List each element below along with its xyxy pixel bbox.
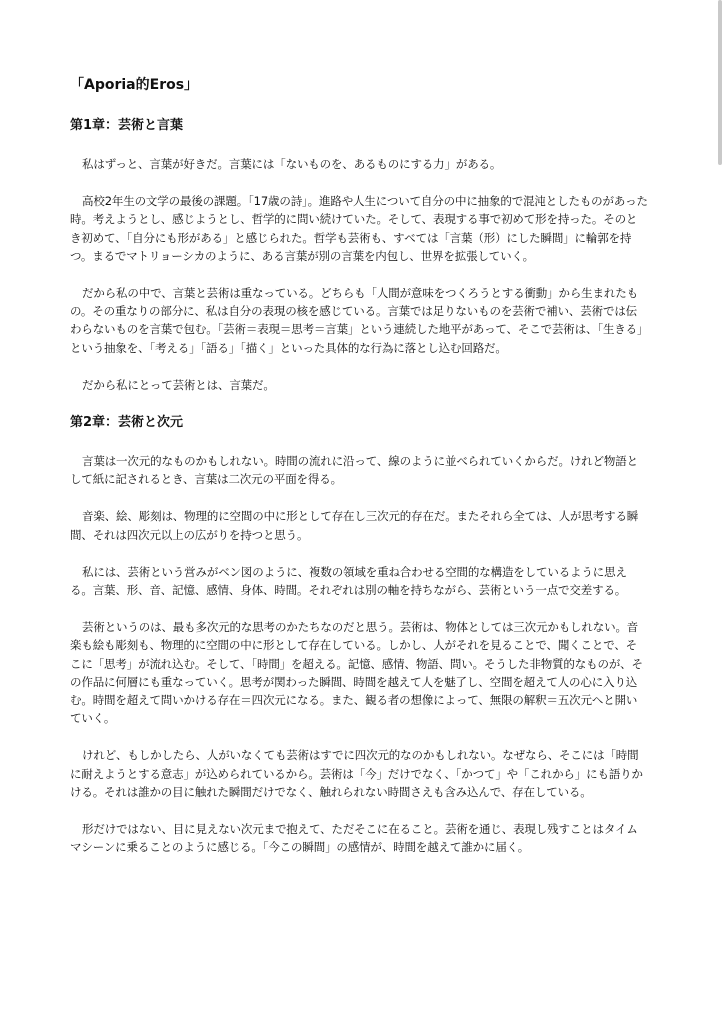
chapter-1-paragraph: 高校2年生の文学の最後の課題。「17歳の詩」。進路や人生について自分の中に抽象的で混沌としたものがあった時。考えようとし、感じようとし、哲学的に問い続けていた。そして、表現する事で初めて形を持った。そのとき初めて、「自分にも形がある」と感じられた。哲学も芸術も、すべては「言葉（形）にした瞬間」に輪郭を持つ。まるでマトリョーシカのように、ある言葉が別の言葉を内包し、世界を拡張していく。 (70, 194, 648, 263)
chapter-2-paragraph: 形だけではない、目に見えない次元まで抱えて、ただそこに在ること。芸術を通じ、表現し残すことはタイムマシーンに乗ることのように感じる。「今この瞬間」の感情が、時間を越えて誰かに届く。 (70, 822, 638, 855)
document-body (70, 74, 648, 875)
vertical-scrollbar[interactable] (712, 0, 726, 1024)
chapter-2-paragraph: 芸術というのは、最も多次元的な思考のかたちなのだと思う。芸術は、物体としては三次元かもしれない。音楽も絵も彫刻も、物理的に空間の中に形として存在している。しかし、人がそれを見ることで、聞くことで、そこに「思考」が流れ込む。そして、「時間」を超える。記憶、感情、物語、問い。そうした非物質的なものが、その作品に何層にも重なっていく。思考が関わった瞬間、時間を越えて人を魅了し、空間を超えて人の心に入り込む。時間を超えて問いかける存在＝四次元になる。また、観る者の想像によって、無限の解釈＝五次元へと開いていく。 (70, 620, 643, 726)
chapter-1-paragraph: だから私の中で、言葉と芸術は重なっている。どちらも「人間が意味をつくろうとする衝動」から生まれたもの。その重なりの部分に、私は自分の表現の核を感じている。言葉では足りないものを芸術で補い、芸術では伝わらないものを言葉で包む。「芸術＝表現＝思考＝言葉」という連続した地平があって、そこで芸術は、「生きる」という抽象を、「考える」「語る」「描く」といった具体的な行為に落とし込む回路だ。 (70, 286, 643, 355)
chapter-2-paragraph: 私には、芸術という営みがベン図のように、複数の領域を重ね合わせる空間的な構造をしているように思える。言葉、形、音、記憶、感情、身体、時間。それぞれは別の軸を持ちながら、芸術という一点で交差する。 (70, 564, 627, 598)
chapter-1-paragraph: 私はずっと、言葉が好きだ。言葉には「ないものを、あるものにする力」がある。 (82, 157, 502, 171)
chapter-2-heading: 第2章：芸術と次元 (70, 415, 184, 431)
chapter-2-paragraph: けれど、もしかしたら、人がいなくても芸術はすでに四次元的なのかもしれない。なぜなら、そこには「時間に耐えようとする意志」が込められているから。芸術は「今」だけでなく、「かつて」や「これから」にも語りかける。それは誰かの目に触れた瞬間だけでなく、触れられない時間さえも含み込んで、存在している。 (70, 748, 643, 799)
chapter-1-paragraph: だから私にとって芸術とは、言葉だ。 (82, 377, 275, 392)
document-title: 「Aporia的Eros」 (70, 77, 199, 93)
chapter-2-paragraph: 音楽、絵、彫刻は、物理的に空間の中に形として存在し三次元的存在だ。またそれら全ては、人が思考する瞬間、それは四次元以上の広がりを持つと思う。 (70, 509, 639, 542)
chapter-1-heading: 第1章：芸術と言葉 (70, 118, 184, 133)
scrollbar-thumb[interactable] (718, 0, 722, 165)
chapter-2-paragraph: 言葉は一次元的なものかもしれない。時間の流れに沿って、線のように並べられていくからだ。けれど物語として紙に記されるとき、言葉は二次元の平面を得る。 (70, 454, 638, 487)
